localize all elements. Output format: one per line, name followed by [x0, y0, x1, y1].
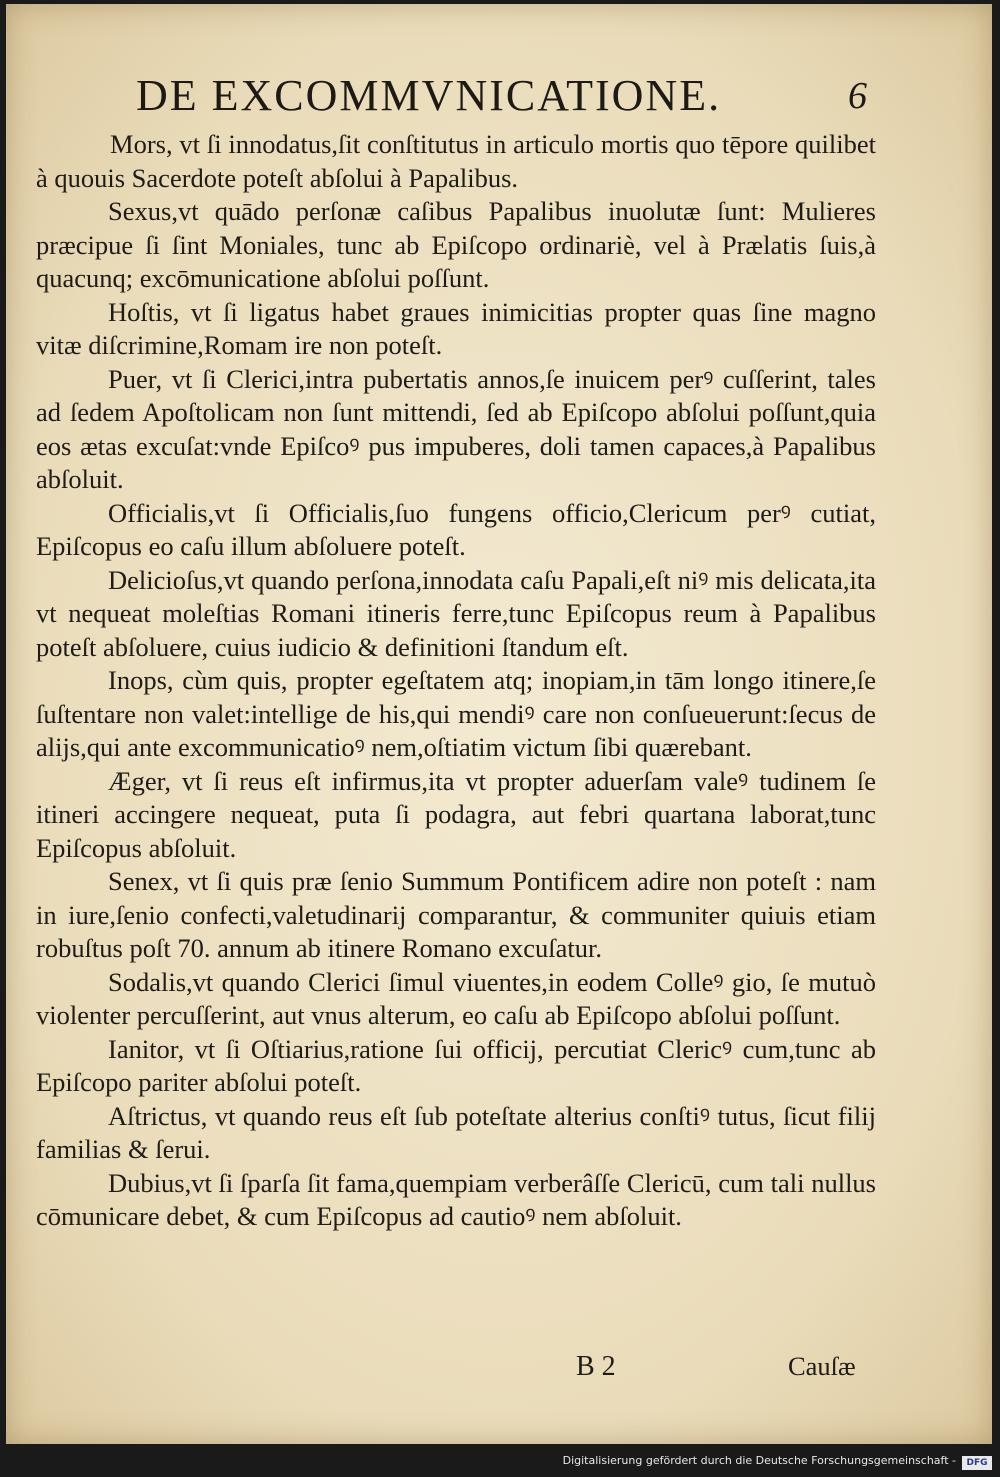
signature-mark: B 2 — [576, 1351, 616, 1382]
paragraph-ianitor: Ianitor, vt ſi Oſtiarius,ratione ſui officij, percutiat Clericꝰ cum,tunc ab Epiſcopo pariter abſolui poteſt. — [36, 1033, 876, 1097]
dfg-logo-icon: DFG — [962, 1456, 992, 1470]
paragraph-senex: Senex, vt ſi quis præ ſenio Summum Pontificem adire non poteſt : nam in iure,ſenio confecti,valetudinarij comparantur, & communiter quiuis etiam robuſtus poſt 70. annum ab itinere Romano excuſatur. — [36, 866, 876, 963]
paragraph-dubius: Dubius,vt ſi ſparſa ſit fama,quempiam verberâſſe Clericū, cum tali nullus cōmunicare debet, & cum Epiſcopus ad cautioꝰ nem abſoluit. — [36, 1167, 876, 1231]
paragraph-astrictus: Aſtrictus, vt quando reus eſt ſub poteſtate alterius conſtiꝰ tutus, ſicut filij familias & ſerui. — [36, 1100, 876, 1164]
paragraph-aeger: Æger, vt ſi reus eſt infirmus,ita vt propter aduerſam valeꝰ tudinem ſe itineri accingere nequeat, puta ſi podagra, aut febri quartana laborat,tunc Epiſcopus abſoluit. — [36, 765, 876, 863]
book-page — [6, 4, 992, 1444]
paragraph-mors: Mors, vt ſi innodatus,ſit conſtitutus in articulo mortis quo tēpore quilibet à quouis Sacerdote poteſt abſolui à Papalibus. — [36, 129, 876, 193]
credit-text: Digitalisierung gefördert durch die Deutsche Forschungsgemeinschaft - — [562, 1454, 956, 1467]
paragraph-deliciosus: Delicioſus,vt quando perſona,innodata caſu Papali,eſt niꝰ mis delicata,ita vt nequeat moleſtias Romani itineris ferre,tunc Epiſcopus reum à Papalibus poteſt abſoluere, cuius iudicio & definitioni ſtandum eſt. — [36, 564, 876, 662]
paragraph-sodalis: Sodalis,vt quando Clerici ſimul viuentes,in eodem Colleꝰ gio, ſe mutuò violenter percuſſerint, aut vnus alterum, eo caſu ab Epiſcopo abſolui poſſunt. — [36, 966, 876, 1030]
body-text — [36, 128, 876, 1234]
paragraph-sexus: Sexus,vt quādo perſonæ caſibus Papalibus inuolutæ ſunt: Mulieres præcipue ſi ſint Moniales, tunc ab Epiſcopo ordinariè, vel à Prælatis ſuis,à quacunq; excōmunicatione abſolui poſſunt. — [36, 196, 876, 293]
running-title: DE EXCOMMVNICATIONE. — [136, 71, 722, 120]
folio-number: 6 — [848, 75, 867, 117]
paragraph-hostis: Hoſtis, vt ſi ligatus habet graues inimicitias propter quas ſine magno vitæ diſcrimine,Romam ire non poteſt. — [36, 296, 876, 360]
paragraph-inops: Inops, cùm quis, propter egeſtatem atq; inopiam,in tām longo itinere,ſe ſuſtentare non valet:intellige de his,qui mendiꝰ care non conſueuerunt:ſecus de alijs,qui ante excommunicatioꝰ nem,oſtiatim victum ſibi quærebant. — [36, 665, 876, 762]
paragraph-officialis: Officialis,vt ſi Officialis,ſuo fungens officio,Clericum perꝰ cutiat, Epiſcopus eo caſu illum abſoluere poteſt. — [36, 497, 876, 561]
paragraph-puer: Puer, vt ſi Clerici,intra pubertatis annos,ſe inuicem perꝰ cuſſerint, tales ad ſedem Apoſtolicam non ſunt mittendi, ſed ab Epiſcopo abſolui poſſunt,quia eos ætas excuſat:vnde Epiſcoꝰ pus impuberes, doli tamen capaces,à Papalibus abſoluit. — [36, 363, 876, 494]
credit-bar — [0, 1452, 1000, 1477]
page-header — [6, 70, 992, 130]
catchword: Cauſæ — [788, 1351, 856, 1381]
page-footer — [36, 1351, 872, 1385]
